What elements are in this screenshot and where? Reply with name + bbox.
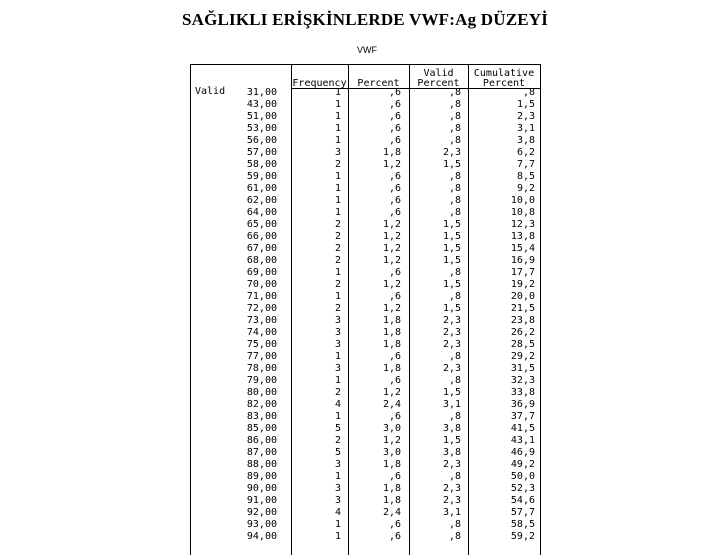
valid-percent-cell: 1,5 [442, 279, 461, 290]
value-cell: 74,00 [246, 327, 277, 338]
valid-percent-cell: ,8 [448, 471, 461, 482]
frequency-cell: 1 [334, 123, 341, 134]
percent-cell: ,6 [388, 87, 401, 98]
value-cell: 69,00 [246, 267, 277, 278]
value-cell: 88,00 [246, 459, 277, 470]
valid-percent-cell: ,8 [448, 267, 461, 278]
valid-percent-cell: 1,5 [442, 231, 461, 242]
valid-percent-cell: 1,5 [442, 255, 461, 266]
valid-percent-cell: 2,3 [442, 459, 461, 470]
value-cell: 93,00 [246, 519, 277, 530]
cumulative-percent-cell: 15,4 [510, 243, 535, 254]
frequency-cell: 2 [334, 303, 341, 314]
percent-cell: ,6 [388, 411, 401, 422]
cumulative-percent-cell: 9,2 [516, 183, 535, 194]
percent-cell: ,6 [388, 99, 401, 110]
value-cell: 70,00 [246, 279, 277, 290]
percent-cell: ,6 [388, 519, 401, 530]
frequency-cell: 2 [334, 255, 341, 266]
percent-cell: ,6 [388, 183, 401, 194]
valid-percent-cell: 1,5 [442, 159, 461, 170]
valid-percent-cell: 2,3 [442, 483, 461, 494]
percent-cell: 1,8 [382, 327, 401, 338]
value-cell: 90,00 [246, 483, 277, 494]
frequency-cell: 3 [334, 315, 341, 326]
valid-percent-cell: ,8 [448, 195, 461, 206]
percent-cell: 1,8 [382, 339, 401, 350]
percent-cell: ,6 [388, 207, 401, 218]
cumulative-percent-cell: 26,2 [510, 327, 535, 338]
cumulative-percent-cell: 7,7 [516, 159, 535, 170]
value-cell: 85,00 [246, 423, 277, 434]
valid-percent-cell: ,8 [448, 411, 461, 422]
valid-percent-cell: 1,5 [442, 219, 461, 230]
table-row [191, 459, 541, 471]
frequency-cell: 1 [334, 531, 341, 542]
cumulative-percent-cell: 23,8 [510, 315, 535, 326]
valid-percent-cell: ,8 [448, 135, 461, 146]
frequency-cell: 1 [334, 471, 341, 482]
value-cell: 59,00 [246, 171, 277, 182]
value-cell: 68,00 [246, 255, 277, 266]
group-label-valid: Valid [195, 86, 226, 97]
value-cell: 86,00 [246, 435, 277, 446]
percent-cell: 1,2 [382, 243, 401, 254]
value-cell: 53,00 [246, 123, 277, 134]
table-row [191, 471, 541, 483]
value-cell: 43,00 [246, 99, 277, 110]
value-cell: 58,00 [246, 159, 277, 170]
frequency-cell: 1 [334, 519, 341, 530]
header-valid-percent-line1: Valid [423, 68, 454, 79]
cumulative-percent-cell: 3,1 [516, 123, 535, 134]
value-cell: 51,00 [246, 111, 277, 122]
table-row [191, 279, 541, 291]
percent-cell: 1,2 [382, 231, 401, 242]
cumulative-percent-cell: 50,0 [510, 471, 535, 482]
cumulative-percent-cell: 29,2 [510, 351, 535, 362]
valid-percent-cell: 1,5 [442, 387, 461, 398]
cumulative-percent-cell: 59,2 [510, 531, 535, 542]
percent-cell: ,6 [388, 471, 401, 482]
value-cell: 57,00 [246, 147, 277, 158]
frequency-cell: 3 [334, 327, 341, 338]
table-row [191, 159, 541, 171]
table-row [191, 399, 541, 411]
table-row [191, 183, 541, 195]
percent-cell: 1,8 [382, 147, 401, 158]
valid-percent-cell: ,8 [448, 375, 461, 386]
frequency-cell: 1 [334, 195, 341, 206]
percent-cell: 3,0 [382, 447, 401, 458]
table-row [191, 447, 541, 459]
value-cell: 75,00 [246, 339, 277, 350]
frequency-cell: 1 [334, 171, 341, 182]
cumulative-percent-cell: 46,9 [510, 447, 535, 458]
cumulative-percent-cell: 33,8 [510, 387, 535, 398]
value-cell: 66,00 [246, 231, 277, 242]
table-row [191, 111, 541, 123]
cumulative-percent-cell: 20,0 [510, 291, 535, 302]
value-cell: 82,00 [246, 399, 277, 410]
cumulative-percent-cell: 57,7 [510, 507, 535, 518]
table-row [191, 99, 541, 111]
cumulative-percent-cell: 21,5 [510, 303, 535, 314]
value-cell: 31,00 [246, 87, 277, 98]
percent-cell: ,6 [388, 531, 401, 542]
valid-percent-cell: 2,3 [442, 147, 461, 158]
cumulative-percent-cell: 10,8 [510, 207, 535, 218]
cumulative-percent-cell: 13,8 [510, 231, 535, 242]
value-cell: 67,00 [246, 243, 277, 254]
table-row [191, 351, 541, 363]
cumulative-percent-cell: 19,2 [510, 279, 535, 290]
valid-percent-cell: ,8 [448, 291, 461, 302]
valid-percent-cell: ,8 [448, 531, 461, 542]
frequency-cell: 1 [334, 135, 341, 146]
frequency-cell: 2 [334, 387, 341, 398]
percent-cell: 2,4 [382, 507, 401, 518]
table-row [191, 147, 541, 159]
slide-title: SAĞLIKLI ERİŞKİNLERDE VWF:Ag DÜZEYİ [181, 10, 549, 29]
table-title: VWF [357, 45, 377, 55]
value-cell: 64,00 [246, 207, 277, 218]
cumulative-percent-cell: 8,5 [516, 171, 535, 182]
valid-percent-cell: ,8 [448, 183, 461, 194]
frequency-cell: 4 [334, 399, 341, 410]
percent-cell: 1,8 [382, 363, 401, 374]
valid-percent-cell: 2,3 [442, 315, 461, 326]
cumulative-percent-cell: 2,3 [516, 111, 535, 122]
cumulative-percent-cell: 49,2 [510, 459, 535, 470]
cumulative-percent-cell: 41,5 [510, 423, 535, 434]
value-cell: 89,00 [246, 471, 277, 482]
table-row [191, 483, 541, 495]
frequency-cell: 3 [334, 459, 341, 470]
value-cell: 61,00 [246, 183, 277, 194]
frequency-cell: 1 [334, 183, 341, 194]
value-cell: 78,00 [246, 363, 277, 374]
valid-percent-cell: 2,3 [442, 339, 461, 350]
percent-cell: ,6 [388, 267, 401, 278]
frequency-cell: 3 [334, 147, 341, 158]
table-row [191, 255, 541, 267]
cumulative-percent-cell: 32,3 [510, 375, 535, 386]
table-row [191, 171, 541, 183]
value-cell: 62,00 [246, 195, 277, 206]
table-row [191, 123, 541, 135]
cumulative-percent-cell: 58,5 [510, 519, 535, 530]
value-cell: 56,00 [246, 135, 277, 146]
percent-cell: 1,8 [382, 483, 401, 494]
frequency-cell: 5 [334, 447, 341, 458]
valid-percent-cell: 3,1 [442, 399, 461, 410]
frequency-cell: 1 [334, 87, 341, 98]
frequency-cell: 4 [334, 507, 341, 518]
value-cell: 80,00 [246, 387, 277, 398]
value-cell: 77,00 [246, 351, 277, 362]
percent-cell: 1,2 [382, 219, 401, 230]
frequency-cell: 2 [334, 435, 341, 446]
valid-percent-cell: 3,8 [442, 423, 461, 434]
cumulative-percent-cell: 31,5 [510, 363, 535, 374]
value-cell: 72,00 [246, 303, 277, 314]
cumulative-percent-cell: 16,9 [510, 255, 535, 266]
table-row [191, 363, 541, 375]
frequency-cell: 3 [334, 339, 341, 350]
table-row [191, 519, 541, 531]
cumulative-percent-cell: 3,8 [516, 135, 535, 146]
table-body [191, 87, 541, 543]
cumulative-percent-cell: 52,3 [510, 483, 535, 494]
cumulative-percent-cell: 6,2 [516, 147, 535, 158]
cumulative-percent-cell: 1,5 [516, 99, 535, 110]
percent-cell: ,6 [388, 195, 401, 206]
table-row [191, 411, 541, 423]
value-cell: 83,00 [246, 411, 277, 422]
percent-cell: ,6 [388, 123, 401, 134]
percent-cell: ,6 [388, 291, 401, 302]
percent-cell: 1,2 [382, 255, 401, 266]
frequency-cell: 1 [334, 375, 341, 386]
valid-percent-cell: ,8 [448, 519, 461, 530]
frequency-cell: 1 [334, 291, 341, 302]
percent-cell: 1,2 [382, 303, 401, 314]
table-row [191, 375, 541, 387]
table-row [191, 327, 541, 339]
valid-percent-cell: 2,3 [442, 495, 461, 506]
header-valid-percent-line2: Percent [417, 78, 460, 89]
table-row [191, 339, 541, 351]
percent-cell: 3,0 [382, 423, 401, 434]
valid-percent-cell: 1,5 [442, 435, 461, 446]
table-row [191, 315, 541, 327]
frequency-cell: 1 [334, 99, 341, 110]
value-cell: 71,00 [246, 291, 277, 302]
frequency-cell: 1 [334, 267, 341, 278]
header-cumulative-line1: Cumulative [473, 68, 535, 79]
frequency-table [190, 64, 541, 555]
value-cell: 73,00 [246, 315, 277, 326]
valid-percent-cell: 1,5 [442, 303, 461, 314]
value-cell: 87,00 [246, 447, 277, 458]
frequency-cell: 2 [334, 219, 341, 230]
valid-percent-cell: 2,3 [442, 363, 461, 374]
table-row [191, 207, 541, 219]
table-row [191, 267, 541, 279]
percent-cell: ,6 [388, 375, 401, 386]
value-cell: 91,00 [246, 495, 277, 506]
frequency-cell: 2 [334, 159, 341, 170]
cumulative-percent-cell: 10,0 [510, 195, 535, 206]
table-row [191, 231, 541, 243]
table-row [191, 303, 541, 315]
value-cell: 79,00 [246, 375, 277, 386]
table-row [191, 507, 541, 519]
table-row [191, 219, 541, 231]
cumulative-percent-cell: ,8 [522, 87, 535, 98]
frequency-cell: 1 [334, 411, 341, 422]
valid-percent-cell: 2,3 [442, 327, 461, 338]
table-row [191, 531, 541, 543]
frequency-cell: 2 [334, 231, 341, 242]
valid-percent-cell: 1,5 [442, 243, 461, 254]
valid-percent-cell: ,8 [448, 207, 461, 218]
table-row [191, 423, 541, 435]
frequency-cell: 3 [334, 483, 341, 494]
cumulative-percent-cell: 28,5 [510, 339, 535, 350]
percent-cell: 1,8 [382, 315, 401, 326]
table-row [191, 195, 541, 207]
valid-percent-cell: 3,8 [442, 447, 461, 458]
percent-cell: 2,4 [382, 399, 401, 410]
cumulative-percent-cell: 37,7 [510, 411, 535, 422]
percent-cell: 1,8 [382, 495, 401, 506]
header-cumulative-line2: Percent [482, 78, 526, 89]
value-cell: 65,00 [246, 219, 277, 230]
percent-cell: 1,2 [382, 159, 401, 170]
percent-cell: 1,2 [382, 435, 401, 446]
percent-cell: 1,8 [382, 459, 401, 470]
valid-percent-cell: ,8 [448, 123, 461, 134]
percent-cell: 1,2 [382, 279, 401, 290]
valid-percent-cell: ,8 [448, 171, 461, 182]
table-row [191, 291, 541, 303]
cumulative-percent-cell: 36,9 [510, 399, 535, 410]
header-percent: Percent [357, 78, 400, 89]
cumulative-percent-cell: 54,6 [510, 495, 535, 506]
cumulative-percent-cell: 12,3 [510, 219, 535, 230]
table-row [191, 435, 541, 447]
valid-percent-cell: ,8 [448, 351, 461, 362]
valid-percent-cell: ,8 [448, 87, 461, 98]
table-row [191, 495, 541, 507]
value-cell: 94,00 [246, 531, 277, 542]
cumulative-percent-cell: 43,1 [510, 435, 535, 446]
frequency-cell: 3 [334, 495, 341, 506]
percent-cell: ,6 [388, 171, 401, 182]
frequency-cell: 1 [334, 351, 341, 362]
table-row [191, 135, 541, 147]
valid-percent-cell: ,8 [448, 111, 461, 122]
percent-cell: 1,2 [382, 387, 401, 398]
frequency-cell: 3 [334, 363, 341, 374]
valid-percent-cell: 3,1 [442, 507, 461, 518]
frequency-cell: 2 [334, 279, 341, 290]
percent-cell: ,6 [388, 135, 401, 146]
value-cell: 92,00 [246, 507, 277, 518]
frequency-cell: 5 [334, 423, 341, 434]
percent-cell: ,6 [388, 111, 401, 122]
header-frequency: Frequency [292, 78, 347, 89]
frequency-cell: 1 [334, 111, 341, 122]
percent-cell: ,6 [388, 351, 401, 362]
frequency-cell: 2 [334, 243, 341, 254]
cumulative-percent-cell: 17,7 [510, 267, 535, 278]
frequency-cell: 1 [334, 207, 341, 218]
table-row [191, 87, 541, 99]
valid-percent-cell: ,8 [448, 99, 461, 110]
table-row [191, 387, 541, 399]
table-row [191, 243, 541, 255]
